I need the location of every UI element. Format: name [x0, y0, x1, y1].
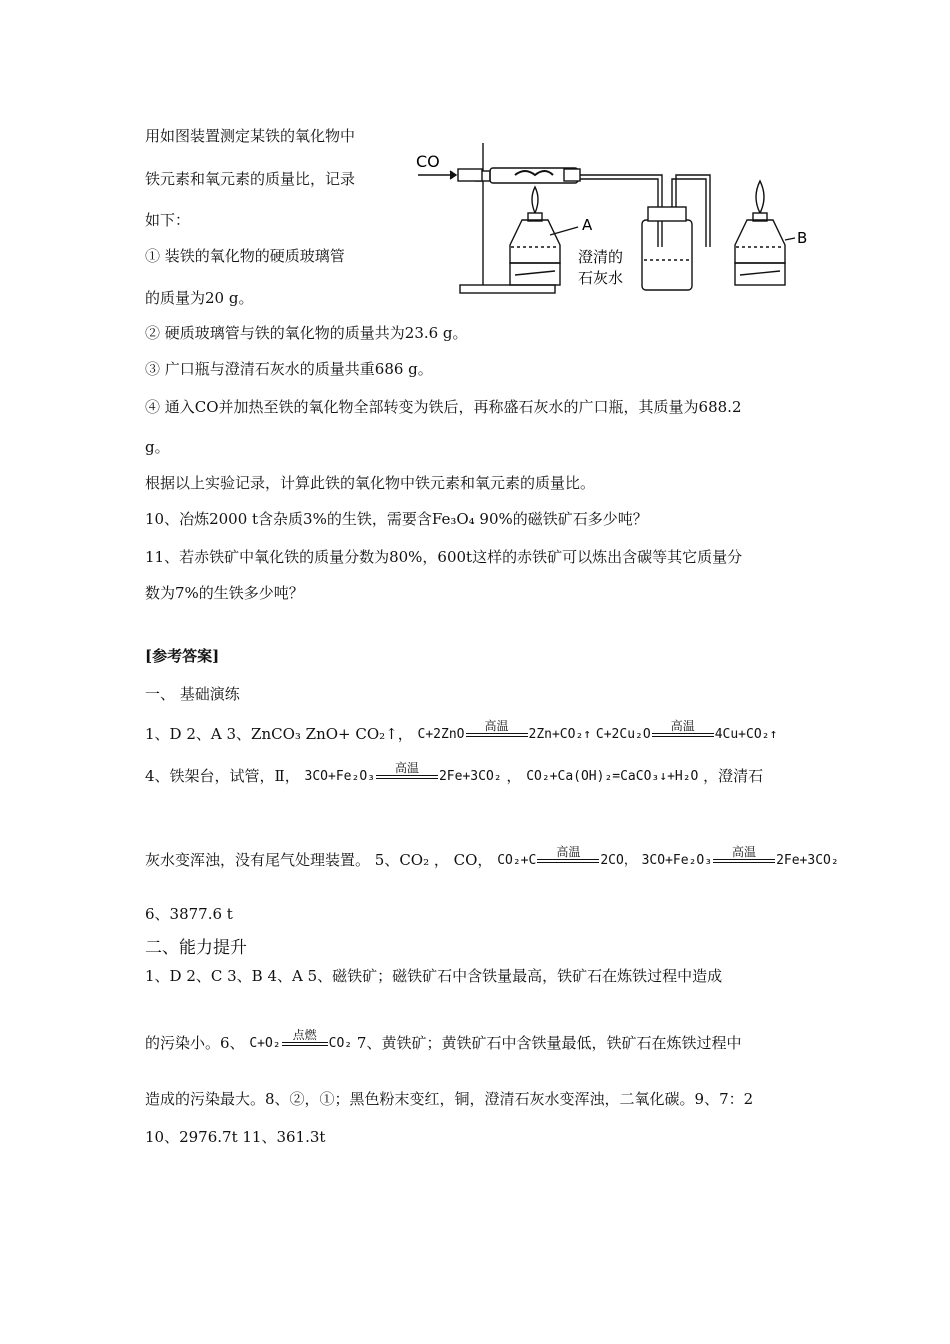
eq1-condition: 高温 [484, 718, 509, 733]
equation-7 [249, 1027, 353, 1054]
eq5-left: CO₂+C [497, 853, 537, 868]
problem10: 10、冶炼2000 t含杂质3%的生铁，需要含Fe₃O₄ 90%的磁铁矿石多少吨？ [145, 510, 648, 528]
answers-section1: 一、 基础演练 [145, 685, 240, 703]
problem11-b: 数为7%的生铁多少吨？ [145, 584, 304, 602]
answers-line7: 造成的污染最大。8、②，①；黑色粉末变红，铜，澄清石灰水变浑浊，二氧化碳。9、7：2 [145, 1090, 754, 1108]
limewater-label-line2: 石灰水 [578, 269, 624, 287]
answers-line2-text: 4、铁架台，试管，Ⅱ， [145, 767, 300, 785]
problem9-intro-line1: 用如图装置测定某铁的氧化物中 [145, 127, 356, 145]
answers-line1-text: 1、D 2、A 3、ZnCO₃ ZnO+ CO₂↑， [145, 725, 413, 743]
equation-2 [595, 718, 778, 745]
eq2-left: C+2Cu₂O [595, 727, 651, 742]
eq7-condition: 点燃 [292, 1027, 317, 1042]
equation-3 [304, 760, 502, 787]
problem9-question: 根据以上实验记录，计算此铁的氧化物中铁元素和氧元素的质量比。 [145, 474, 596, 492]
answers-heading: [参考答案] [145, 647, 220, 665]
problem9-intro-line2: 铁元素和氧元素的质量比，记录 [145, 170, 356, 188]
eq7-right: CO₂ [328, 1036, 353, 1051]
label-b: B [797, 229, 808, 247]
eq6-right: 2Fe+3CO₂ [776, 853, 839, 868]
equation-4: CO₂+Ca(OH)₂=CaCO₃↓+H₂O [526, 769, 699, 784]
separator-comma: ， [506, 767, 522, 785]
answers-line3-text: 灰水变浑浊，没有尾气处理装置。 5、CO₂ ， CO， [145, 851, 493, 869]
limewater-label-line1: 澄清的 [578, 248, 624, 266]
eq6-left: 3CO+Fe₂O₃ [641, 853, 713, 868]
lamp-block-b [735, 263, 785, 285]
eq7-left: C+O₂ [249, 1036, 281, 1051]
problem9-item1-b: 的质量为20 g。 [145, 289, 254, 307]
lamp-block-a [510, 263, 560, 285]
wide-mouth-bottle [642, 220, 692, 290]
eq5-right: 2CO， [600, 853, 637, 868]
answers-line5: 1、D 2、C 3、B 4、A 5、磁铁矿；磁铁矿石中含铁量最高，铁矿石在炼铁过程中造成 [145, 967, 723, 985]
eq2-right: 4Cu+CO₂↑ [714, 727, 778, 742]
answers-line4: 6、3877.6 t [145, 905, 233, 923]
problem9-item4-a: ④ 通入CO并加热至铁的氧化物全部转变为铁后，再称盛石灰水的广口瓶，其质量为688.2 [145, 398, 742, 416]
equation-5 [497, 844, 637, 871]
answers-line6-text: 的污染小。6、 [145, 1034, 245, 1052]
problem11-a: 11、若赤铁矿中氧化铁的质量分数为80%，600t这样的赤铁矿可以炼出含碳等其它质量分 [145, 548, 743, 566]
apparatus-diagram [410, 135, 810, 305]
equation-6 [641, 844, 839, 871]
eq1-left: C+2ZnO [417, 727, 465, 742]
answers-line8: 10、2976.7t 11、361.3t [145, 1128, 326, 1146]
problem9-intro-line3: 如下： [145, 211, 191, 229]
answers-line1 [145, 718, 778, 745]
eq3-condition: 高温 [394, 760, 419, 775]
eq6-condition: 高温 [732, 844, 757, 859]
eq1-right: 2Zn+CO₂↑ [528, 727, 592, 742]
answers-line3 [145, 844, 839, 871]
eq2-condition: 高温 [670, 718, 695, 733]
problem9-item3: ③ 广口瓶与澄清石灰水的质量共重686 g。 [145, 360, 433, 378]
iron-oxide-powder [515, 171, 553, 175]
eq3-right: 2Fe+3CO₂ [438, 769, 502, 784]
co-label: CO [416, 152, 440, 171]
problem9-item1-a: ① 装铁的氧化物的硬质玻璃管 [145, 247, 345, 265]
problem9-item4-b: g。 [145, 438, 170, 456]
answers-line2 [145, 760, 764, 787]
answers-line6 [145, 1027, 742, 1054]
flame-a [532, 187, 538, 213]
answers-line6-end: 7、黄铁矿；黄铁矿石中含铁量最低，铁矿石在炼铁过程中 [356, 1034, 742, 1052]
eq5-condition: 高温 [556, 844, 581, 859]
eq3-left: 3CO+Fe₂O₃ [304, 769, 375, 784]
problem9-item2: ② 硬质玻璃管与铁的氧化物的质量共为23.6 g。 [145, 324, 468, 342]
label-a: A [582, 216, 593, 234]
flame-b [756, 181, 764, 213]
alcohol-lamp-a [510, 220, 560, 263]
answers-section2: 二、能力提升 [145, 938, 247, 958]
answers-line2-end: ，澄清石 [703, 767, 764, 785]
stand-base [460, 285, 555, 293]
alcohol-lamp-b [735, 220, 785, 263]
equation-1 [417, 718, 592, 745]
